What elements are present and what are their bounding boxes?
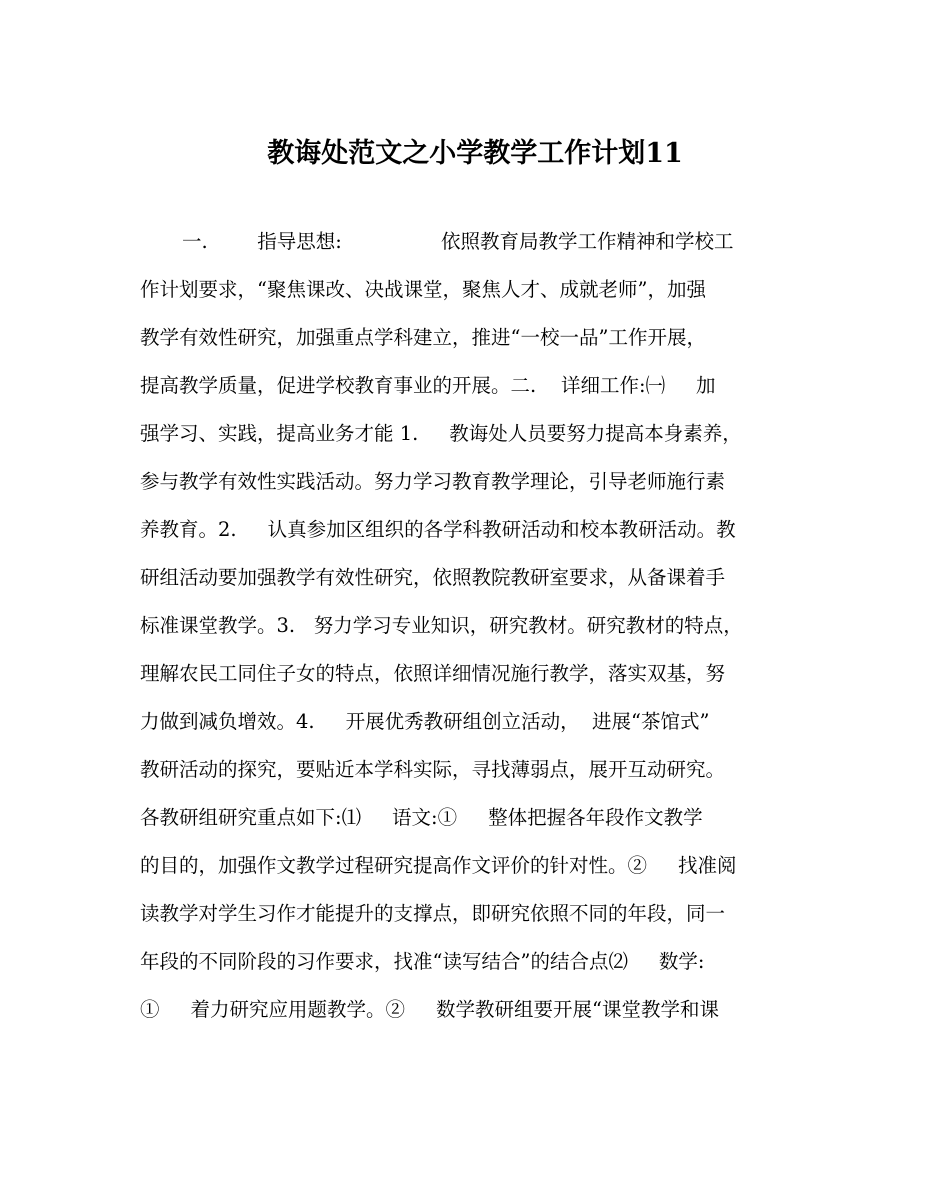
body-line: 的目的，加强作文教学过程研究提高作文评价的针对性。② 找准阅 xyxy=(140,854,737,877)
body-line: 力做到减负增效。4. 开展优秀教研组创立活动， 进展“茶馆式” xyxy=(140,710,710,733)
body-line: 一. 指导思想: 依照教育局教学工作精神和学校工 xyxy=(182,230,734,253)
body-line: 读教学对学生习作才能提升的支撑点，即研究依照不同的年段，同一 xyxy=(140,902,726,925)
body-line: ① 着力研究应用题教学。② 数学教研组要开展“课堂教学和课 xyxy=(140,998,719,1021)
body-line: 标准课堂教学。3. 努力学习专业知识，研究教材。研究教材的特点， xyxy=(140,614,743,637)
body-line: 提高教学质量，促进学校教育事业的开展。二. 详细工作:㈠ 加 xyxy=(140,374,716,397)
body-line: 年段的不同阶段的习作要求，找准“读写结合”的结合点⑵ 数学: xyxy=(140,950,705,973)
body-line: 研组活动要加强教学有效性研究，依照教院教研室要求，从备课着手 xyxy=(140,566,726,589)
body-line: 教研活动的探究，要贴近本学科实际，寻找薄弱点，展开互动研究。 xyxy=(140,758,726,781)
body-line: 参与教学有效性实践活动。努力学习教育教学理论，引导老师施行素 xyxy=(140,470,726,493)
document-body xyxy=(140,222,805,1038)
body-line: 各教研组研究重点如下:⑴ 语文:① 整体把握各年段作文教学 xyxy=(140,806,703,829)
body-line: 教学有效性研究，加强重点学科建立，推进“一校一品”工作开展， xyxy=(140,326,706,349)
body-line: 强学习、实践，提高业务才能 1. 教诲处人员要努力提高本身素养， xyxy=(140,422,742,445)
body-line: 理解农民工同住子女的特点，依照详细情况施行教学，落实双基，努 xyxy=(140,662,726,685)
document-title: 教诲处范文之小学教学工作计划11 xyxy=(267,138,683,169)
body-line: 作计划要求，“聚焦课改、决战课堂，聚焦人才、成就老师”，加强 xyxy=(140,278,706,301)
body-line: 养教育。2. 认真参加区组织的各学科教研活动和校本教研活动。教 xyxy=(140,518,736,541)
